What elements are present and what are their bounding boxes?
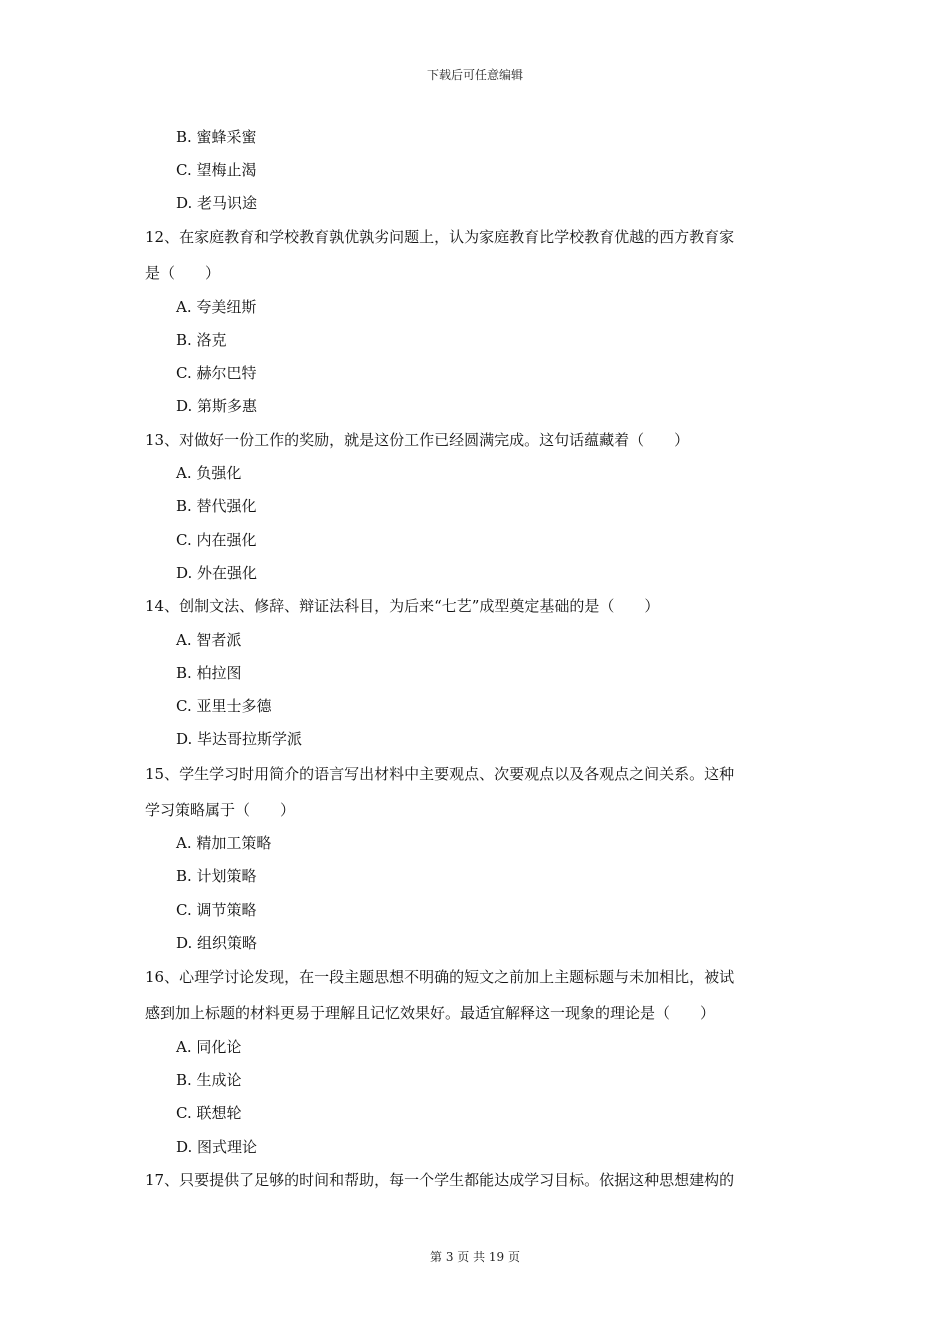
option-13-d: D. 外在强化 <box>176 564 258 582</box>
option-12-b: B. 洛克 <box>176 331 227 349</box>
option-13-b: B. 替代强化 <box>176 497 257 515</box>
option-12-c: C. 赫尔巴特 <box>176 364 257 382</box>
option-15-b: B. 计划策略 <box>176 867 257 885</box>
option-11-c: C. 望梅止渴 <box>176 161 257 179</box>
option-14-a: A. 智者派 <box>176 631 242 649</box>
question-16: 16、心理学讨论发现，在一段主题思想不明确的短文之前加上主题标题与未加相比，被试 <box>145 968 735 986</box>
question-14: 14、创制文法、修辞、辩证法科目，为后来“七艺”成型奠定基础的是（ ） <box>145 597 660 615</box>
question-17: 17、只要提供了足够的时间和帮助，每一个学生都能达成学习目标。依据这种思想建构的 <box>145 1171 735 1189</box>
question-15: 15、学生学习时用简介的语言写出材料中主要观点、次要观点以及各观点之间关系。这种 <box>145 765 735 783</box>
option-12-a: A. 夸美纽斯 <box>176 298 257 316</box>
question-15-cont: 学习策略属于（ ） <box>145 801 296 819</box>
option-15-a: A. 精加工策略 <box>176 834 272 852</box>
option-13-a: A. 负强化 <box>176 464 242 482</box>
option-16-d: D. 图式理论 <box>176 1138 258 1156</box>
question-12: 12、在家庭教育和学校教育孰优孰劣问题上，认为家庭教育比学校教育优越的西方教育家 <box>145 228 735 246</box>
option-13-c: C. 内在强化 <box>176 531 257 549</box>
option-16-b: B. 生成论 <box>176 1071 242 1089</box>
option-14-c: C. 亚里士多德 <box>176 697 272 715</box>
page-footer: 第 3 页 共 19 页 <box>430 1250 520 1264</box>
question-12-cont: 是（ ） <box>145 264 221 282</box>
option-11-d: D. 老马识途 <box>176 194 258 212</box>
option-14-d: D. 毕达哥拉斯学派 <box>176 730 303 748</box>
option-16-c: C. 联想轮 <box>176 1104 242 1122</box>
page-header: 下载后可任意编辑 <box>426 68 523 82</box>
option-15-c: C. 调节策略 <box>176 901 257 919</box>
option-11-b: B. 蜜蜂采蜜 <box>176 128 257 146</box>
question-13: 13、对做好一份工作的奖励，就是这份工作已经圆满完成。这句话蕴藏着（ ） <box>145 431 690 449</box>
option-15-d: D. 组织策略 <box>176 934 258 952</box>
option-16-a: A. 同化论 <box>176 1038 242 1056</box>
option-14-b: B. 柏拉图 <box>176 664 242 682</box>
option-12-d: D. 第斯多惠 <box>176 397 258 415</box>
question-16-cont: 感到加上标题的材料更易于理解且记忆效果好。最适宜解释这一现象的理论是（ ） <box>145 1004 716 1022</box>
